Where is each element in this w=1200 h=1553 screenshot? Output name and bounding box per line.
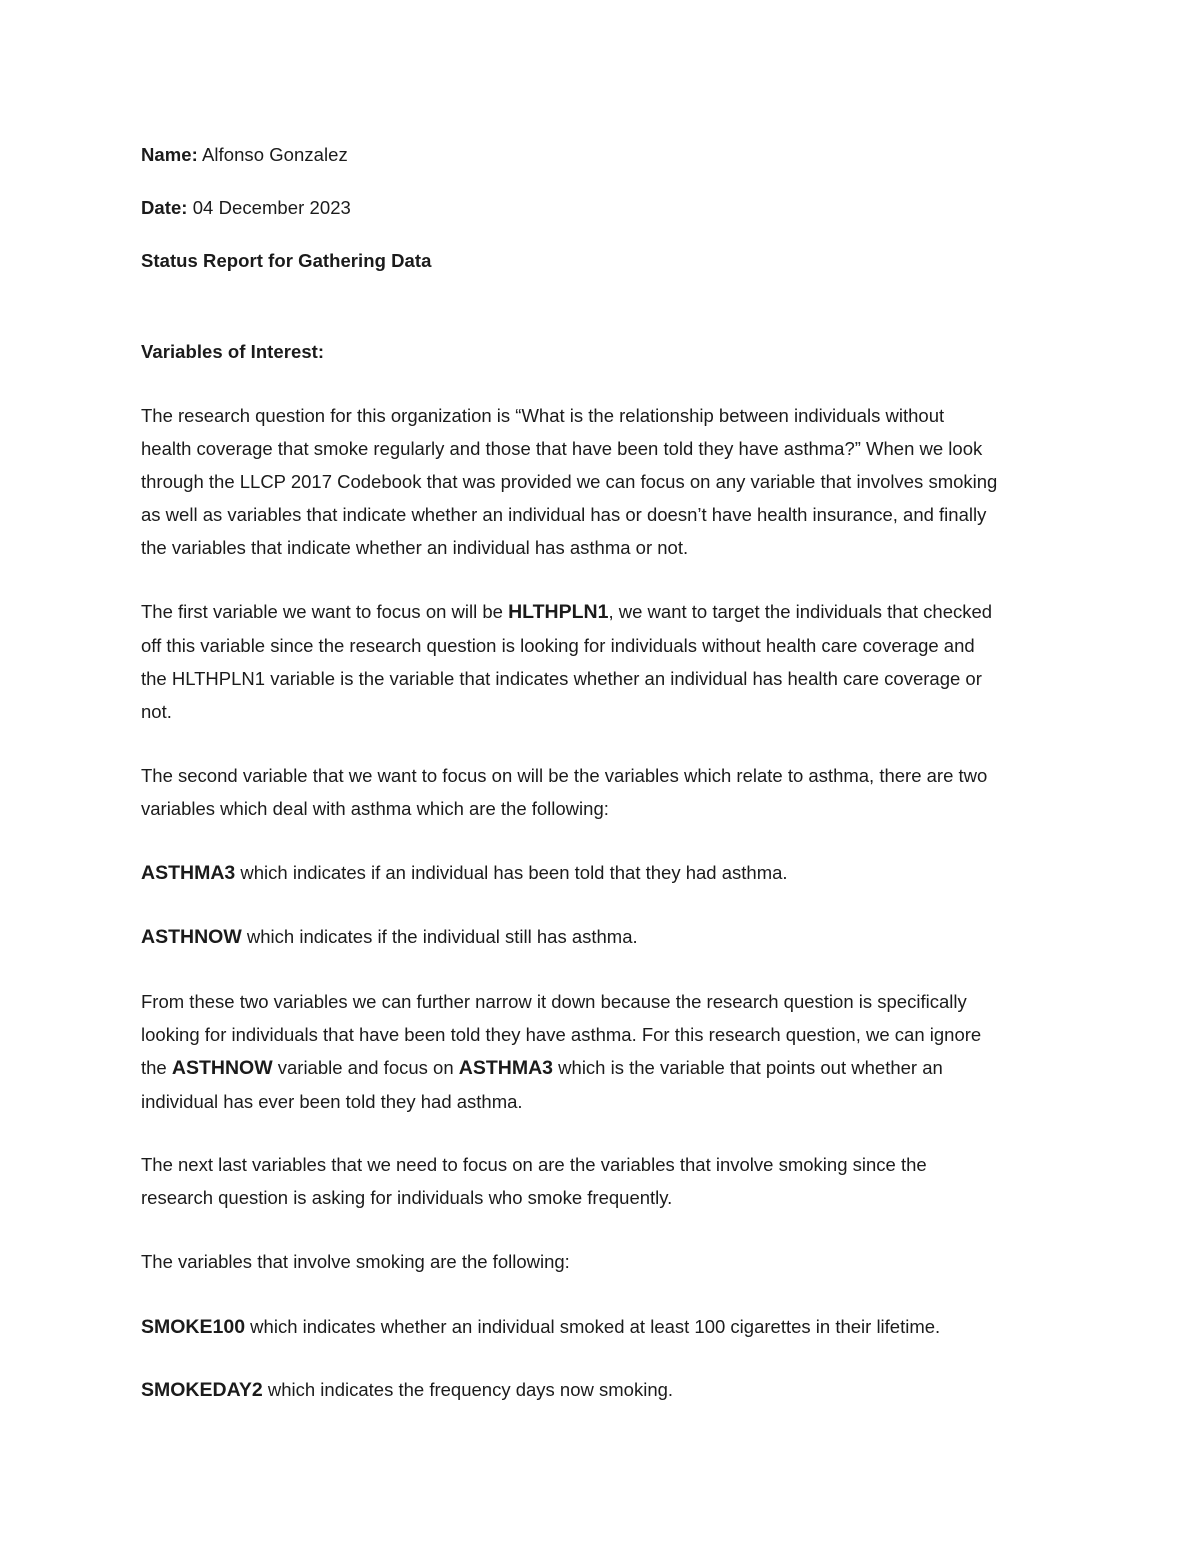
paragraph-line: The next last variables that we need to focus on are the variables that involve smoking since the (141, 1154, 927, 1175)
paragraph-line: The research question for this organization is “What is the relationship between individuals without (141, 405, 945, 426)
variable-asthma3: ASTHMA3 (141, 862, 236, 884)
text-segment: The first variable we want to focus on will be (141, 601, 509, 622)
text-segment: the (141, 1057, 172, 1078)
section-heading: Variables of Interest: (141, 341, 325, 362)
text-segment: which indicates whether an individual smoked at least 100 cigarettes in their lifetime. (245, 1316, 941, 1337)
paragraph-line: The second variable that we want to focus on will be the variables which relate to asthma, there are two (141, 765, 988, 786)
paragraph-line: as well as variables that indicate whether an individual has or doesn’t have health insurance, and finally (141, 504, 987, 525)
variable-hlthpln1: HLTHPLN1 (508, 601, 609, 623)
paragraph-line: research question is asking for individuals who smoke frequently. (141, 1187, 673, 1208)
name-label: Name: (141, 144, 198, 165)
document-title: Status Report for Gathering Data (141, 250, 432, 271)
text-segment: which indicates if an individual has been told that they had asthma. (235, 862, 788, 883)
name-line (141, 144, 348, 166)
text-segment: which is the variable that points out whether an (553, 1057, 943, 1078)
variable-asthnow: ASTHNOW (141, 926, 242, 948)
paragraph-line: off this variable since the research question is looking for individuals without health care coverage and (141, 635, 975, 656)
variable-asthma3: ASTHMA3 (458, 1057, 554, 1079)
paragraph-line (141, 1051, 1056, 1085)
asthma3-item (141, 856, 1056, 890)
paragraph-line: the variables that indicate whether an individual has asthma or not. (141, 537, 689, 558)
paragraph-line: not. (141, 701, 172, 722)
paragraph-line: From these two variables we can further narrow it down because the research question is specifically (141, 991, 967, 1012)
smoke100-item (141, 1310, 1056, 1344)
date-line (141, 197, 351, 219)
paragraph-line (141, 595, 1056, 629)
text-segment: variable and focus on (272, 1057, 459, 1078)
asthnow-item (141, 920, 1056, 954)
date-label: Date: (141, 197, 188, 218)
variable-smokeday2: SMOKEDAY2 (141, 1379, 263, 1401)
paragraph-line (141, 920, 1056, 954)
paragraph-hlthpln1 (141, 595, 1056, 728)
paragraph-asthma-intro (141, 759, 1056, 825)
paragraph-line (141, 1373, 1056, 1407)
variable-smoke100: SMOKE100 (141, 1316, 246, 1338)
variable-asthnow: ASTHNOW (171, 1057, 273, 1079)
text-segment: which indicates if the individual still has asthma. (241, 926, 638, 947)
paragraph-line: health coverage that smoke regularly and those that have been told they have asthma?” When we look (141, 438, 983, 459)
paragraph-smoking-list-intro (141, 1245, 1056, 1278)
paragraph-line: The variables that involve smoking are the following: (141, 1251, 570, 1272)
paragraph-line: looking for individuals that have been told they have asthma. For this research question, we can ignore (141, 1024, 982, 1045)
paragraph-line (141, 856, 1056, 890)
paragraph-narrow-down (141, 985, 1056, 1118)
date-value: 04 December 2023 (192, 197, 351, 218)
paragraph-smoking-intro (141, 1148, 1056, 1214)
paragraph-line: variables which deal with asthma which are the following: (141, 798, 609, 819)
paragraph-line: individual has ever been told they had asthma. (141, 1091, 523, 1112)
paragraph-line: the HLTHPLN1 variable is the variable that indicates whether an individual has health care coverage or (141, 668, 982, 689)
text-segment: , we want to target the individuals that checked (608, 601, 993, 622)
text-segment: which indicates the frequency days now smoking. (262, 1379, 674, 1400)
smokeday2-item (141, 1373, 1056, 1407)
paragraph-research-question (141, 399, 1056, 564)
paragraph-line (141, 1310, 1056, 1344)
name-value: Alfonso Gonzalez (201, 144, 348, 165)
paragraph-line: through the LLCP 2017 Codebook that was provided we can focus on any variable that involves smoking (141, 471, 998, 492)
